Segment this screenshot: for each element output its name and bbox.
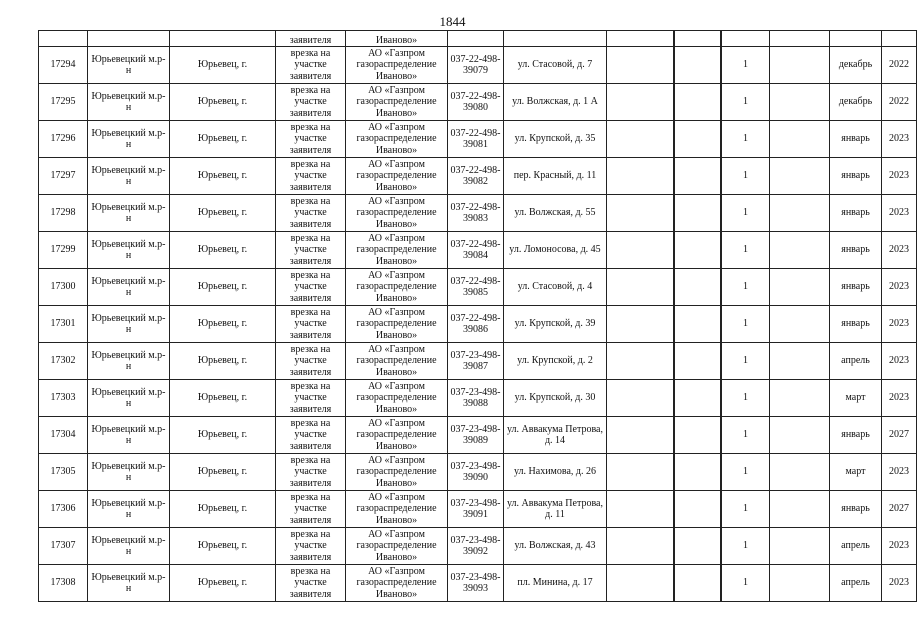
empty-cell-b xyxy=(770,31,830,47)
empty-cell-a xyxy=(607,565,674,602)
settlement-cell: Юрьевец, г. xyxy=(170,47,276,84)
empty-cell-b xyxy=(770,491,830,528)
year-cell: 2023 xyxy=(882,454,917,491)
settlement-cell: Юрьевец, г. xyxy=(170,528,276,565)
connection-type-cell: врезка на участке заявителя xyxy=(276,528,346,565)
square-cell xyxy=(674,565,722,602)
address-cell: ул. Волжская, д. 43 xyxy=(504,528,607,565)
row-number-cell: 17305 xyxy=(39,454,88,491)
connection-type-cell: врезка на участке заявителя xyxy=(276,195,346,232)
year-cell: 2023 xyxy=(882,565,917,602)
square-cell-frame xyxy=(674,528,721,564)
row-number-cell: 17304 xyxy=(39,417,88,454)
district-cell: Юрьевецкий м.р-н xyxy=(88,84,170,121)
application-number-cell: 037-23-498-39090 xyxy=(448,454,504,491)
row-number-cell: 17296 xyxy=(39,121,88,158)
table-row xyxy=(39,195,917,232)
square-cell-frame xyxy=(674,417,721,453)
empty-cell-a xyxy=(607,195,674,232)
quantity-cell: 1 xyxy=(722,232,770,269)
month-cell: апрель xyxy=(830,343,882,380)
address-cell: ул. Крупской, д. 35 xyxy=(504,121,607,158)
settlement-cell: Юрьевец, г. xyxy=(170,491,276,528)
month-cell: январь xyxy=(830,232,882,269)
year-cell: 2023 xyxy=(882,121,917,158)
table-row xyxy=(39,269,917,306)
application-number-cell: 037-23-498-39088 xyxy=(448,380,504,417)
table-row xyxy=(39,158,917,195)
square-cell-frame xyxy=(674,491,721,527)
page-number: 1844 xyxy=(439,14,466,29)
square-cell-frame xyxy=(674,269,721,305)
settlement-cell: Юрьевец, г. xyxy=(170,454,276,491)
quantity-cell: 1 xyxy=(722,417,770,454)
row-number-cell: 17294 xyxy=(39,47,88,84)
empty-cell-b xyxy=(770,343,830,380)
square-cell xyxy=(674,47,722,84)
row-number-cell: 17302 xyxy=(39,343,88,380)
organization-cell: АО «Газпром газораспределение Иваново» xyxy=(346,528,448,565)
organization-cell: АО «Газпром газораспределение Иваново» xyxy=(346,565,448,602)
empty-cell-a xyxy=(607,454,674,491)
square-cell xyxy=(674,84,722,121)
square-cell-frame xyxy=(674,232,721,268)
address-cell: ул. Крупской, д. 2 xyxy=(504,343,607,380)
square-cell-frame xyxy=(674,195,721,231)
square-cell xyxy=(674,417,722,454)
quantity-cell: 1 xyxy=(722,47,770,84)
connection-type-cell: врезка на участке заявителя xyxy=(276,343,346,380)
organization-cell: АО «Газпром газораспределение Иваново» xyxy=(346,47,448,84)
month-cell: январь xyxy=(830,306,882,343)
district-cell: Юрьевецкий м.р-н xyxy=(88,380,170,417)
month-cell: январь xyxy=(830,158,882,195)
year-cell: 2022 xyxy=(882,84,917,121)
settlement-cell: Юрьевец, г. xyxy=(170,232,276,269)
row-number-cell: 17295 xyxy=(39,84,88,121)
connection-type-cell: врезка на участке заявителя xyxy=(276,565,346,602)
organization-cell: АО «Газпром газораспределение Иваново» xyxy=(346,454,448,491)
table-body xyxy=(39,31,917,602)
empty-cell-b xyxy=(770,528,830,565)
month-cell: январь xyxy=(830,491,882,528)
address-cell xyxy=(504,31,607,47)
application-number-cell: 037-22-498-39082 xyxy=(448,158,504,195)
empty-cell-a xyxy=(607,158,674,195)
table-row xyxy=(39,491,917,528)
organization-cell: АО «Газпром газораспределение Иваново» xyxy=(346,232,448,269)
quantity-cell: 1 xyxy=(722,454,770,491)
table-row xyxy=(39,47,917,84)
connection-type-cell: врезка на участке заявителя xyxy=(276,232,346,269)
application-number-cell: 037-23-498-39092 xyxy=(448,528,504,565)
empty-cell-b xyxy=(770,269,830,306)
month-cell: декабрь xyxy=(830,47,882,84)
row-number-cell: 17300 xyxy=(39,269,88,306)
district-cell: Юрьевецкий м.р-н xyxy=(88,528,170,565)
empty-cell-b xyxy=(770,195,830,232)
application-number-cell: 037-22-498-39083 xyxy=(448,195,504,232)
application-number-cell: 037-22-498-39085 xyxy=(448,269,504,306)
organization-cell: АО «Газпром газораспределение Иваново» xyxy=(346,417,448,454)
organization-cell: АО «Газпром газораспределение Иваново» xyxy=(346,121,448,158)
connection-type-cell: врезка на участке заявителя xyxy=(276,491,346,528)
square-cell xyxy=(674,232,722,269)
year-cell: 2023 xyxy=(882,306,917,343)
row-number-cell: 17307 xyxy=(39,528,88,565)
address-cell: ул. Волжская, д. 1 А xyxy=(504,84,607,121)
year-cell: 2023 xyxy=(882,158,917,195)
table-row xyxy=(39,232,917,269)
year-cell: 2022 xyxy=(882,47,917,84)
district-cell: Юрьевецкий м.р-н xyxy=(88,565,170,602)
square-cell xyxy=(674,121,722,158)
square-cell xyxy=(674,491,722,528)
organization-cell: АО «Газпром газораспределение Иваново» xyxy=(346,269,448,306)
empty-cell-a xyxy=(607,84,674,121)
table-row xyxy=(39,417,917,454)
square-cell xyxy=(674,380,722,417)
settlement-cell: Юрьевец, г. xyxy=(170,565,276,602)
district-cell: Юрьевецкий м.р-н xyxy=(88,158,170,195)
organization-cell: АО «Газпром газораспределение Иваново» xyxy=(346,491,448,528)
table-row xyxy=(39,565,917,602)
settlement-cell xyxy=(170,31,276,47)
connection-type-cell: врезка на участке заявителя xyxy=(276,269,346,306)
year-cell: 2023 xyxy=(882,343,917,380)
square-cell xyxy=(674,343,722,380)
square-cell xyxy=(674,158,722,195)
square-cell-frame xyxy=(674,158,721,194)
empty-cell-b xyxy=(770,47,830,84)
month-cell: январь xyxy=(830,121,882,158)
gasification-table xyxy=(38,30,917,602)
district-cell: Юрьевецкий м.р-н xyxy=(88,343,170,380)
quantity-cell: 1 xyxy=(722,528,770,565)
district-cell: Юрьевецкий м.р-н xyxy=(88,454,170,491)
organization-cell: АО «Газпром газораспределение Иваново» xyxy=(346,306,448,343)
square-cell-frame xyxy=(674,306,721,342)
year-cell xyxy=(882,31,917,47)
district-cell: Юрьевецкий м.р-н xyxy=(88,195,170,232)
empty-cell-a xyxy=(607,528,674,565)
square-cell-frame xyxy=(674,121,721,157)
table-row xyxy=(39,121,917,158)
empty-cell-a xyxy=(607,47,674,84)
quantity-cell: 1 xyxy=(722,84,770,121)
month-cell: апрель xyxy=(830,528,882,565)
application-number-cell: 037-23-498-39093 xyxy=(448,565,504,602)
year-cell: 2023 xyxy=(882,380,917,417)
empty-cell-b xyxy=(770,454,830,491)
quantity-cell: 1 xyxy=(722,158,770,195)
application-number-cell: 037-23-498-39089 xyxy=(448,417,504,454)
table-row xyxy=(39,306,917,343)
empty-cell-a xyxy=(607,269,674,306)
year-cell: 2023 xyxy=(882,232,917,269)
address-cell: ул. Стасовой, д. 4 xyxy=(504,269,607,306)
district-cell xyxy=(88,31,170,47)
district-cell: Юрьевецкий м.р-н xyxy=(88,306,170,343)
quantity-cell: 1 xyxy=(722,195,770,232)
month-cell: декабрь xyxy=(830,84,882,121)
square-cell-frame xyxy=(674,565,721,601)
row-number-cell: 17298 xyxy=(39,195,88,232)
district-cell: Юрьевецкий м.р-н xyxy=(88,47,170,84)
organization-cell: АО «Газпром газораспределение Иваново» xyxy=(346,195,448,232)
empty-cell-a xyxy=(607,417,674,454)
year-cell: 2023 xyxy=(882,528,917,565)
square-cell xyxy=(674,31,722,47)
row-number-cell: 17303 xyxy=(39,380,88,417)
empty-cell-a xyxy=(607,232,674,269)
address-cell: ул. Нахимова, д. 26 xyxy=(504,454,607,491)
district-cell: Юрьевецкий м.р-н xyxy=(88,491,170,528)
empty-cell-b xyxy=(770,121,830,158)
table-row xyxy=(39,343,917,380)
connection-type-cell: врезка на участке заявителя xyxy=(276,417,346,454)
connection-type-cell: заявителя xyxy=(276,31,346,47)
organization-cell: АО «Газпром газораспределение Иваново» xyxy=(346,343,448,380)
district-cell: Юрьевецкий м.р-н xyxy=(88,232,170,269)
district-cell: Юрьевецкий м.р-н xyxy=(88,121,170,158)
row-number-cell xyxy=(39,31,88,47)
quantity-cell: 1 xyxy=(722,306,770,343)
square-cell-frame xyxy=(674,380,721,416)
empty-cell-a xyxy=(607,121,674,158)
table-row xyxy=(39,528,917,565)
table-row xyxy=(39,84,917,121)
year-cell: 2023 xyxy=(882,269,917,306)
district-cell: Юрьевецкий м.р-н xyxy=(88,269,170,306)
square-cell xyxy=(674,306,722,343)
square-cell xyxy=(674,454,722,491)
address-cell: ул. Аввакума Петрова, д. 14 xyxy=(504,417,607,454)
organization-cell: АО «Газпром газораспределение Иваново» xyxy=(346,380,448,417)
empty-cell-b xyxy=(770,565,830,602)
empty-cell-b xyxy=(770,380,830,417)
month-cell: январь xyxy=(830,195,882,232)
address-cell: ул. Ломоносова, д. 45 xyxy=(504,232,607,269)
connection-type-cell: врезка на участке заявителя xyxy=(276,380,346,417)
district-cell: Юрьевецкий м.р-н xyxy=(88,417,170,454)
table-row xyxy=(39,454,917,491)
year-cell: 2023 xyxy=(882,195,917,232)
empty-cell-a xyxy=(607,380,674,417)
application-number-cell: 037-22-498-39080 xyxy=(448,84,504,121)
connection-type-cell: врезка на участке заявителя xyxy=(276,306,346,343)
quantity-cell: 1 xyxy=(722,343,770,380)
empty-cell-b xyxy=(770,84,830,121)
settlement-cell: Юрьевец, г. xyxy=(170,195,276,232)
address-cell: пл. Минина, д. 17 xyxy=(504,565,607,602)
settlement-cell: Юрьевец, г. xyxy=(170,121,276,158)
row-number-cell: 17308 xyxy=(39,565,88,602)
application-number-cell: 037-22-498-39079 xyxy=(448,47,504,84)
connection-type-cell: врезка на участке заявителя xyxy=(276,454,346,491)
table-continuation-row xyxy=(39,31,917,47)
address-cell: ул. Волжская, д. 55 xyxy=(504,195,607,232)
quantity-cell: 1 xyxy=(722,380,770,417)
square-cell-frame xyxy=(674,31,721,46)
settlement-cell: Юрьевец, г. xyxy=(170,84,276,121)
empty-cell-b xyxy=(770,306,830,343)
empty-cell-b xyxy=(770,232,830,269)
month-cell: апрель xyxy=(830,565,882,602)
row-number-cell: 17306 xyxy=(39,491,88,528)
month-cell: январь xyxy=(830,269,882,306)
quantity-cell: 1 xyxy=(722,121,770,158)
organization-cell: АО «Газпром газораспределение Иваново» xyxy=(346,84,448,121)
empty-cell-a xyxy=(607,306,674,343)
application-number-cell: 037-23-498-39087 xyxy=(448,343,504,380)
address-cell: ул. Крупской, д. 39 xyxy=(504,306,607,343)
square-cell-frame xyxy=(674,84,721,120)
address-cell: ул. Стасовой, д. 7 xyxy=(504,47,607,84)
table-row xyxy=(39,380,917,417)
quantity-cell: 1 xyxy=(722,269,770,306)
month-cell xyxy=(830,31,882,47)
application-number-cell: 037-22-498-39086 xyxy=(448,306,504,343)
address-cell: ул. Аввакума Петрова, д. 11 xyxy=(504,491,607,528)
settlement-cell: Юрьевец, г. xyxy=(170,343,276,380)
organization-cell: АО «Газпром газораспределение Иваново» xyxy=(346,158,448,195)
quantity-cell: 1 xyxy=(722,491,770,528)
month-cell: март xyxy=(830,454,882,491)
square-cell xyxy=(674,195,722,232)
square-cell-frame xyxy=(674,343,721,379)
quantity-cell xyxy=(722,31,770,47)
empty-cell-a xyxy=(607,491,674,528)
square-cell xyxy=(674,528,722,565)
application-number-cell xyxy=(448,31,504,47)
connection-type-cell: врезка на участке заявителя xyxy=(276,84,346,121)
application-number-cell: 037-22-498-39084 xyxy=(448,232,504,269)
row-number-cell: 17297 xyxy=(39,158,88,195)
organization-cell: Иваново» xyxy=(346,31,448,47)
address-cell: пер. Красный, д. 11 xyxy=(504,158,607,195)
row-number-cell: 17299 xyxy=(39,232,88,269)
application-number-cell: 037-22-498-39081 xyxy=(448,121,504,158)
empty-cell-b xyxy=(770,417,830,454)
month-cell: март xyxy=(830,380,882,417)
application-number-cell: 037-23-498-39091 xyxy=(448,491,504,528)
settlement-cell: Юрьевец, г. xyxy=(170,417,276,454)
quantity-cell: 1 xyxy=(722,565,770,602)
square-cell-frame xyxy=(674,47,721,83)
settlement-cell: Юрьевец, г. xyxy=(170,306,276,343)
connection-type-cell: врезка на участке заявителя xyxy=(276,121,346,158)
connection-type-cell: врезка на участке заявителя xyxy=(276,47,346,84)
settlement-cell: Юрьевец, г. xyxy=(170,158,276,195)
empty-cell-b xyxy=(770,158,830,195)
empty-cell-a xyxy=(607,31,674,47)
empty-cell-a xyxy=(607,343,674,380)
month-cell: январь xyxy=(830,417,882,454)
address-cell: ул. Крупской, д. 30 xyxy=(504,380,607,417)
connection-type-cell: врезка на участке заявителя xyxy=(276,158,346,195)
square-cell-frame xyxy=(674,454,721,490)
settlement-cell: Юрьевец, г. xyxy=(170,380,276,417)
row-number-cell: 17301 xyxy=(39,306,88,343)
year-cell: 2027 xyxy=(882,491,917,528)
square-cell xyxy=(674,269,722,306)
year-cell: 2027 xyxy=(882,417,917,454)
settlement-cell: Юрьевец, г. xyxy=(170,269,276,306)
